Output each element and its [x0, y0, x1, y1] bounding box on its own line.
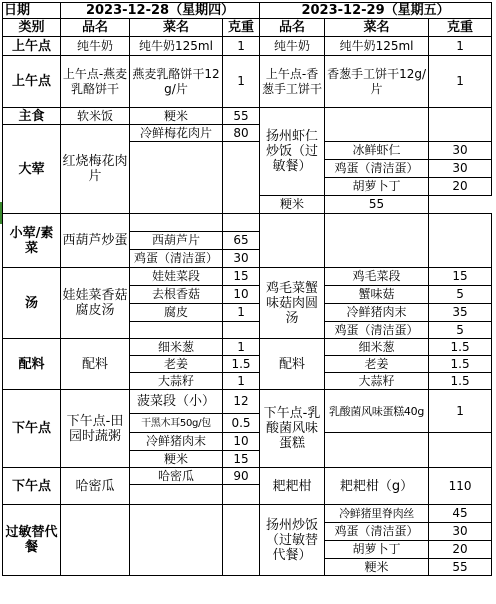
- weight-cell: 65: [223, 232, 260, 250]
- table-row: [3, 108, 492, 125]
- dish-cell: 菠菜段（小）: [130, 390, 223, 414]
- weight-cell: [223, 142, 260, 214]
- table-row: [3, 37, 492, 56]
- item-cell: 下午点-乳酸菌风味蛋糕: [260, 390, 325, 468]
- dish-cell: 香葱手工饼干12g/片: [325, 56, 429, 108]
- dish-cell: 粳米: [130, 108, 223, 125]
- weight-cell: 1: [223, 373, 260, 390]
- weight-cell: 1: [429, 56, 492, 108]
- weight-cell: 20: [429, 541, 492, 559]
- item-cell: 软米饭: [61, 108, 130, 125]
- dish-cell: 冷鲜猪肉末: [325, 304, 429, 322]
- weight-header-2: 克重: [429, 19, 492, 37]
- category-cell: 小荤/素菜: [3, 214, 61, 268]
- date-1: 2023-12-28（星期四）: [61, 3, 260, 19]
- weight-cell: 55: [429, 559, 492, 576]
- weight-cell: 1: [429, 390, 492, 433]
- dish-cell: 老姜: [325, 356, 429, 373]
- dish-cell: 胡萝卜丁: [325, 541, 429, 559]
- dish-cell: 耙耙柑（g）: [325, 468, 429, 505]
- item-cell: 扬州虾仁炒饭（过敏餐）: [260, 108, 325, 196]
- menu-table: [2, 2, 492, 576]
- category-cell: 过敏替代餐: [3, 505, 61, 576]
- weight-cell: [223, 485, 260, 505]
- weight-cell: 90: [223, 468, 260, 485]
- dish-cell: [130, 505, 223, 576]
- weight-cell: [429, 214, 492, 268]
- table-row: [3, 468, 492, 485]
- weight-cell: 1.5: [223, 356, 260, 373]
- item-cell: 耙耙柑: [260, 468, 325, 505]
- weight-cell: 15: [223, 451, 260, 468]
- header-date-row: [3, 3, 492, 19]
- weight-cell: 30: [429, 142, 492, 160]
- weight-cell: [223, 214, 260, 232]
- weight-cell: 30: [223, 250, 260, 268]
- table-row: [3, 505, 492, 523]
- dish-cell: 蟹味菇: [325, 286, 429, 304]
- category-cell: 主食: [3, 108, 61, 125]
- dish-cell: 粳米: [260, 196, 325, 214]
- date-2: 2023-12-29（星期五）: [260, 3, 492, 19]
- weight-cell: 10: [223, 433, 260, 451]
- weight-cell: 55: [325, 196, 429, 214]
- table-row: [3, 339, 492, 356]
- dish-cell: 纯牛奶125ml: [325, 37, 429, 56]
- item-cell: 纯牛奶: [260, 37, 325, 56]
- weight-cell: 0.5: [223, 414, 260, 433]
- item-cell: 纯牛奶: [61, 37, 130, 56]
- weight-cell: 30: [429, 160, 492, 178]
- weight-cell: 1.5: [429, 356, 492, 373]
- dish-cell: 胡萝卜丁: [325, 178, 429, 196]
- weight-cell: 55: [223, 108, 260, 125]
- dish-cell: 冰鲜虾仁: [325, 142, 429, 160]
- dish-cell: 冷鲜梅花肉片: [130, 125, 223, 142]
- weight-cell: 10: [223, 286, 260, 304]
- dish-cell: 鸡蛋（清洁蛋）: [325, 160, 429, 178]
- weight-header-1: 克重: [223, 19, 260, 37]
- weight-cell: 30: [429, 523, 492, 541]
- dish-header-2: 菜名: [325, 19, 429, 37]
- item-header-2: 品名: [260, 19, 325, 37]
- weight-cell: 15: [223, 268, 260, 286]
- dish-cell: 细米葱: [325, 339, 429, 356]
- weight-cell: 45: [429, 505, 492, 523]
- category-cell: 配料: [3, 339, 61, 390]
- item-cell: 鸡毛菜蟹味菇肉圆汤: [260, 268, 325, 339]
- dish-cell: [130, 322, 223, 339]
- weight-cell: 1.5: [429, 373, 492, 390]
- item-cell: 下午点-田园时蔬粥: [61, 390, 130, 468]
- dish-cell: [325, 433, 429, 468]
- weight-cell: 1: [223, 37, 260, 56]
- category-cell: 下午点: [3, 390, 61, 468]
- weight-cell: 5: [429, 322, 492, 339]
- dish-cell: 粳米: [130, 451, 223, 468]
- weight-cell: 12: [223, 390, 260, 414]
- dish-cell: 哈密瓜: [130, 468, 223, 485]
- item-cell: 红烧梅花肉片: [61, 125, 130, 214]
- table-row: [3, 390, 492, 414]
- dish-cell: 鸡蛋（清洁蛋）: [130, 250, 223, 268]
- weight-cell: 5: [429, 286, 492, 304]
- item-cell: [260, 214, 325, 268]
- item-cell: 西葫芦炒蛋: [61, 214, 130, 268]
- weight-cell: 80: [223, 125, 260, 142]
- item-cell: 配料: [61, 339, 130, 390]
- dish-cell: 腐皮: [130, 304, 223, 322]
- weight-cell: 1: [223, 304, 260, 322]
- item-cell: [61, 505, 130, 576]
- weight-cell: [223, 505, 260, 576]
- weight-cell: 110: [429, 468, 492, 505]
- dish-cell: 细米葱: [130, 339, 223, 356]
- dish-cell: 老姜: [130, 356, 223, 373]
- weight-cell: 1: [429, 37, 492, 56]
- date-label: 日期: [3, 3, 61, 19]
- category-cell: 上午点: [3, 56, 61, 108]
- weight-cell: 1: [223, 339, 260, 356]
- dish-cell: 乳酸菌风味蛋糕40g: [325, 390, 429, 433]
- dish-cell: [325, 108, 429, 142]
- item-cell: 娃娃菜香菇腐皮汤: [61, 268, 130, 339]
- item-header-1: 品名: [61, 19, 130, 37]
- weight-cell: 35: [429, 304, 492, 322]
- dish-cell: 大蒜籽: [130, 373, 223, 390]
- dish-cell: 粳米: [325, 559, 429, 576]
- dish-cell: 娃娃菜段: [130, 268, 223, 286]
- dish-cell: 冷鲜猪里脊肉丝: [325, 505, 429, 523]
- dish-header-1: 菜名: [130, 19, 223, 37]
- dish-cell: [130, 142, 223, 214]
- item-cell: 上午点-燕麦乳酪饼干: [61, 56, 130, 108]
- dish-cell: 去根香菇: [130, 286, 223, 304]
- weight-cell: [429, 108, 492, 142]
- dish-cell: 纯牛奶125ml: [130, 37, 223, 56]
- dish-cell: 大蒜籽: [325, 373, 429, 390]
- weight-cell: [429, 433, 492, 468]
- header-column-row: [3, 19, 492, 37]
- dish-cell: 干黑木耳50g/包: [130, 414, 223, 433]
- category-cell: 大荤: [3, 125, 61, 214]
- dish-cell: 燕麦乳酪饼干12g/片: [130, 56, 223, 108]
- type-header: 类别: [3, 19, 61, 37]
- category-cell: 下午点: [3, 468, 61, 505]
- dish-cell: 西葫芦片: [130, 232, 223, 250]
- dish-cell: [130, 485, 223, 505]
- item-cell: 扬州炒饭（过敏替代餐）: [260, 505, 325, 576]
- item-cell: 哈密瓜: [61, 468, 130, 505]
- table-row: [3, 268, 492, 286]
- weight-cell: 1: [223, 56, 260, 108]
- dish-cell: 鸡毛菜段: [325, 268, 429, 286]
- weight-cell: 15: [429, 268, 492, 286]
- item-cell: 配料: [260, 339, 325, 390]
- item-cell: 上午点-香葱手工饼干: [260, 56, 325, 108]
- weight-cell: [223, 322, 260, 339]
- category-cell: 上午点: [3, 37, 61, 56]
- table-row: [3, 56, 492, 108]
- table-row: [3, 214, 492, 232]
- dish-cell: 冷鲜猪肉末: [130, 433, 223, 451]
- dish-cell: 鸡蛋（清洁蛋）: [325, 523, 429, 541]
- dish-cell: [325, 214, 429, 268]
- weight-cell: 20: [429, 178, 492, 196]
- dish-cell: 鸡蛋（清洁蛋）: [325, 322, 429, 339]
- dish-cell: [130, 214, 223, 232]
- category-cell: 汤: [3, 268, 61, 339]
- weight-cell: 1.5: [429, 339, 492, 356]
